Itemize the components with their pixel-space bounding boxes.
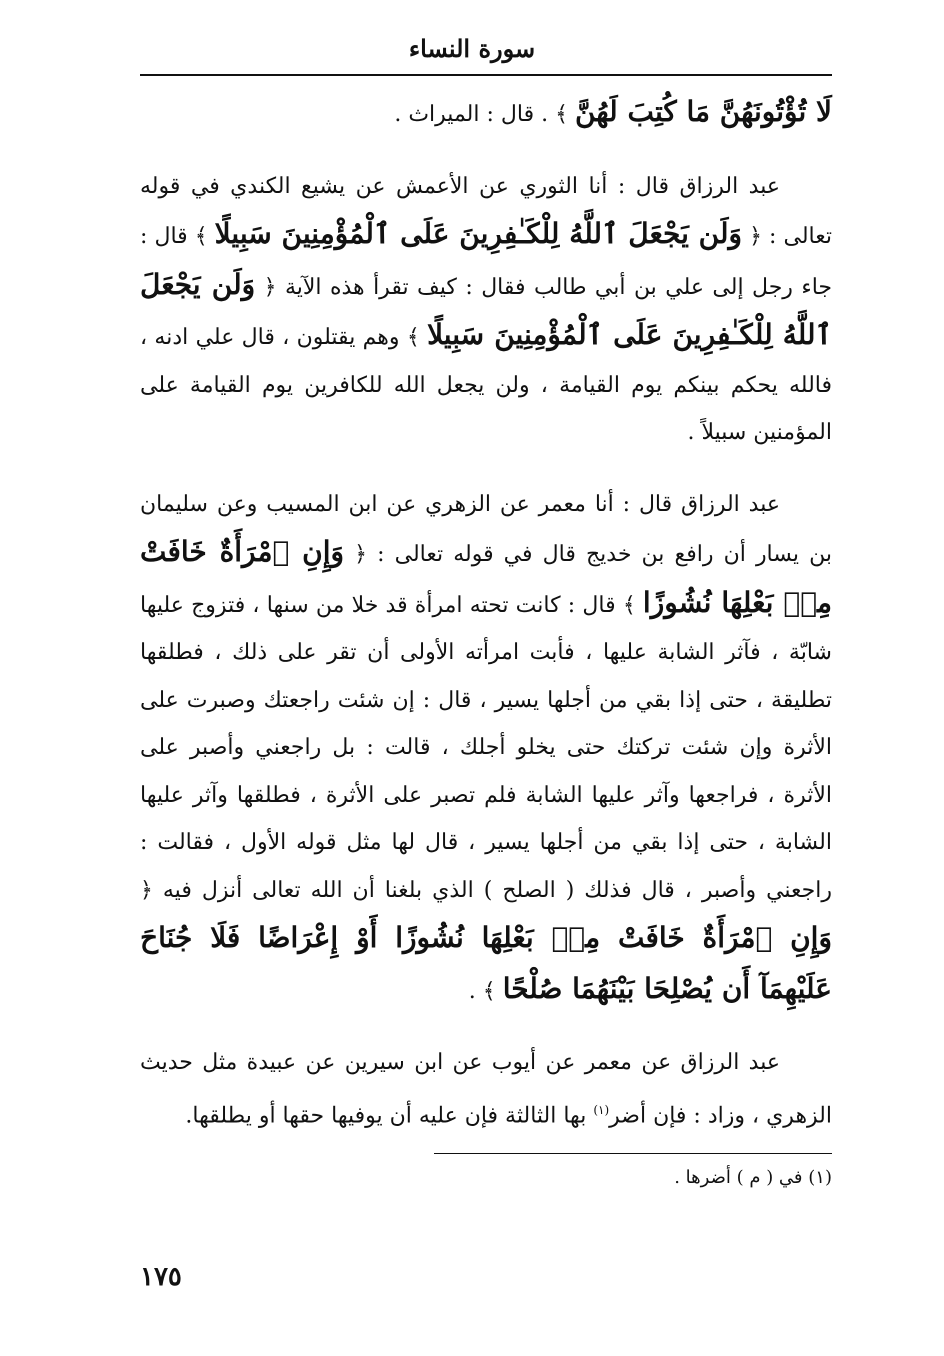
paragraph-text: قال : جاء رجل إلى علي بن أبي طالب فقال : كيف تقرأ هذه الآية: [140, 224, 832, 300]
footnote-marker[interactable]: (١): [593, 1102, 610, 1117]
paragraph-text: قال : كانت تحته امرأة قد خلا من سنها ، فتزوج عليها شابّة ، فآثر الشابة عليها ، فأبت امرأته الأولى أن تقر على ذلك ، فطلقها تطليقة ، حتى إذا بقي من أجلها يسير ، قال : إن شئت راجعتك وصبرت على الأثرة وإن شئت تركتك حتى يخلو أجلك ، قالت : بل راجعني وأصبر على الأثرة ، فراجعها وآثر عليها الشابة فلم تصبر على الأثرة ، فطلقها وآثر عليها الشابة ، حتى إذا بقي من أجلها يسير ، قال لها مثل قوله الأول ، فقالت : راجعني وأصبر ، قال فذلك ( الصلح ) الذي بلغنا أن الله تعالى أنزل فيه: [140, 592, 832, 903]
paragraph-text: عبد الرزاق قال : أنا معمر عن الزهري عن ابن المسيب وعن سليمان بن يسار أن رافع بن خديج قال في قوله تعالى :: [140, 491, 832, 567]
paragraph-1: [140, 88, 832, 139]
verse-close-bracket: ﴾: [482, 978, 496, 1004]
paragraph-text: . قال : الميراث .: [394, 102, 556, 127]
verse-open-bracket: ﴿: [140, 877, 153, 903]
running-header-title: سورة النساء: [408, 34, 536, 63]
quran-verse: لَا تُؤْتُونَهُنَّ مَا كُتِبَ لَهُنَّ: [574, 95, 832, 128]
verse-open-bracket: ﴿: [263, 274, 277, 300]
verse-close-bracket: ﴾: [622, 592, 636, 618]
paragraph-text: عبد الرزاق عن معمر عن أيوب عن ابن سيرين عن عبيدة مثل حديث الزهري ، وزاد : فإن أضر: [140, 1050, 832, 1128]
footnote: (١) في ( م ) أضرها .: [674, 1167, 832, 1188]
paragraph-text: وهم يقتلون ، قال علي ادنه ، فالله يحكم بينكم يوم القيامة ، ولن يجعل الله للكافرين يوم القيامة على المؤمنين سبيلاً .: [140, 325, 832, 445]
verse-close-bracket: ﴾: [194, 224, 208, 249]
verse-close-bracket: ﴾: [406, 325, 420, 350]
verse-close-bracket: ﴾: [555, 102, 568, 127]
paragraph-text: بها الثالثة فإن عليه أن يوفيها حقها أو يطلقها.: [185, 1102, 594, 1128]
verse-open-bracket: ﴿: [354, 542, 367, 567]
paragraph-text: عبد الرزاق قال : أنا الثوري عن الأعمش عن يشيع الكندي في قوله تعالى :: [140, 173, 832, 249]
paragraph-text: .: [468, 978, 483, 1004]
quran-verse: وَإِنِ ٱمْرَأَةٌ خَافَتْ مِنۢ بَعْلِهَا نُشُوزًا أَوْ إِعْرَاضًا فَلَا جُنَاحَ عَلَيْهِمَآ أَن يُصْلِحَا بَيْنَهُمَا صُلْحًا: [140, 921, 832, 1005]
quran-verse: وَلَن يَجْعَلَ ٱللَّهُ لِلْكَـٰفِرِينَ عَلَى ٱلْمُؤْمِنِينَ سَبِيلًا: [140, 267, 832, 351]
quran-verse: وَإِنِ ٱمْرَأَةٌ خَافَتْ مِنۢ بَعْلِهَا نُشُوزًا: [140, 535, 832, 619]
header-divider: [140, 74, 832, 76]
quran-verse: وَلَن يَجْعَلَ ٱللَّهُ لِلْكَـٰفِرِينَ عَلَى ٱلْمُؤْمِنِينَ سَبِيلًا: [214, 217, 743, 250]
page-number: ١٧٥: [140, 1262, 182, 1292]
paragraph-3: [140, 481, 832, 1016]
paragraph-2: [140, 163, 832, 457]
main-text-block: [140, 88, 832, 1139]
verse-open-bracket: ﴿: [749, 224, 762, 249]
paragraph-4: [140, 1039, 832, 1139]
footnote-divider: [434, 1153, 832, 1154]
